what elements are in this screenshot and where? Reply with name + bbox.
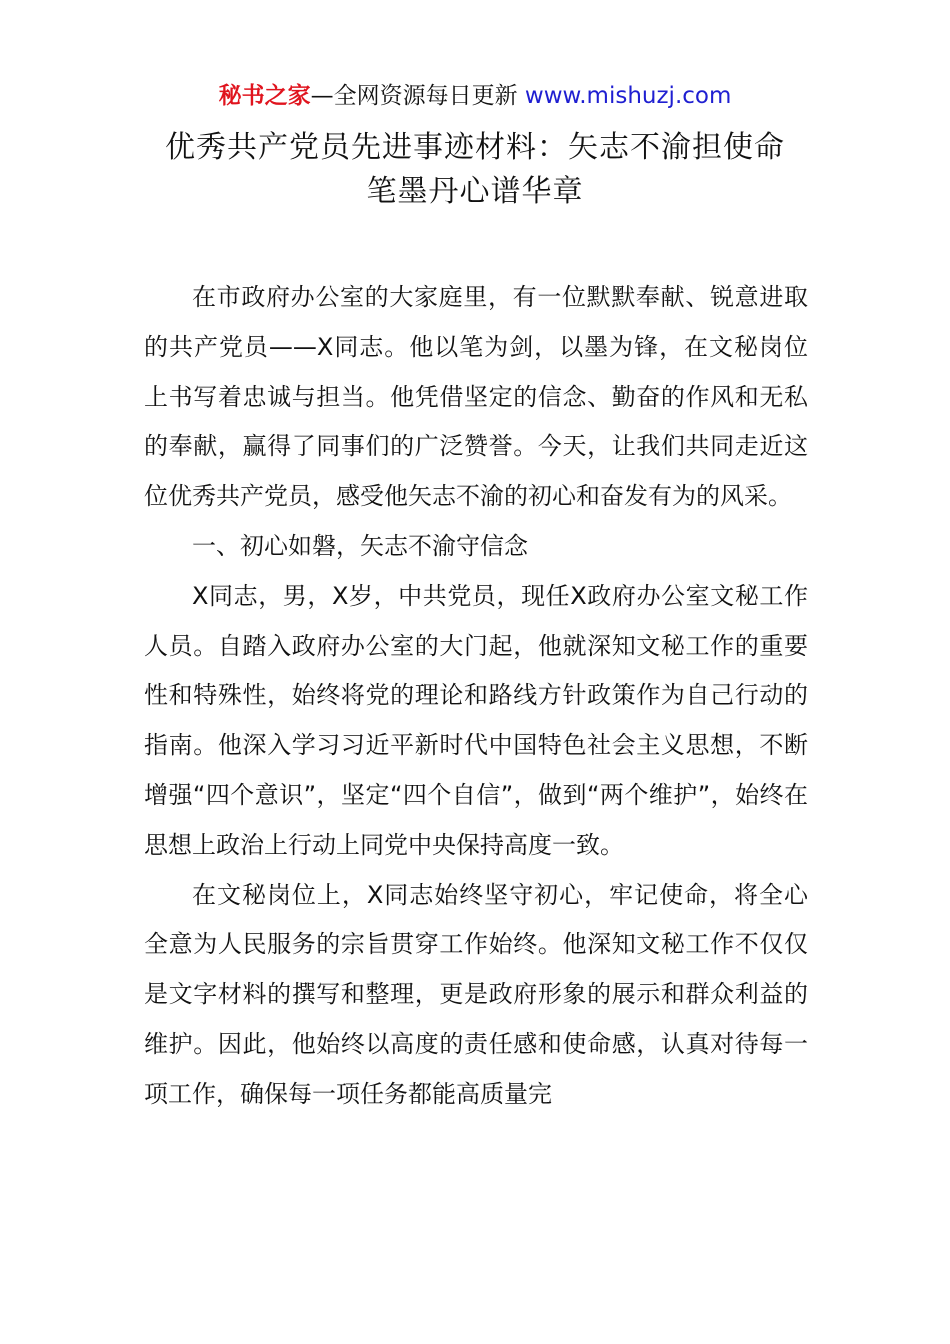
title-line-2: 笔墨丹心谱华章	[366, 174, 584, 209]
site-brand: 秘书之家	[218, 83, 311, 109]
paragraph-profile: X同志，男，X岁，中共党员，现任X政府办公室文秘工作人员。自踏入政府办公室的大门起，他就深知文秘工作的重要性和特殊性，始终将党的理论和路线方针政策作为自己行动的指南。他深入学习习近平新时代中国特色社会主义思想，不断增强“四个意识”，坚定“四个自信”，做到“两个维护”，始终在思想上政治上行动上同党中央保持高度一致。	[144, 581, 808, 859]
site-url-link[interactable]: www.mishuzj.com	[524, 83, 732, 109]
document-title	[0, 126, 950, 214]
title-line-1: 优秀共产党员先进事迹材料：矢志不渝担使命	[165, 130, 785, 165]
section-heading-1: 一、初心如磐，矢志不渝守信念	[192, 531, 528, 560]
document-body	[144, 273, 808, 1120]
site-header	[0, 80, 950, 112]
paragraph-duty: 在文秘岗位上，X同志始终坚守初心，牢记使命，将全心全意为人民服务的宗旨贯穿工作始终。他深知文秘工作不仅仅是文字材料的撰写和整理，更是政府形象的展示和群众利益的维护。因此，他始终以高度的责任感和使命感，认真对待每一项工作，确保每一项任务都能高质量完	[144, 880, 808, 1108]
site-tagline: —全网资源每日更新	[310, 83, 525, 109]
paragraph-intro: 在市政府办公室的大家庭里，有一位默默奉献、锐意进取的共产党员——X同志。他以笔为剑，以墨为锋，在文秘岗位上书写着忠诚与担当。他凭借坚定的信念、勤奋的作风和无私的奉献，赢得了同事们的广泛赞誉。今天，让我们共同走近这位优秀共产党员，感受他矢志不渝的初心和奋发有为的风采。	[144, 283, 808, 511]
